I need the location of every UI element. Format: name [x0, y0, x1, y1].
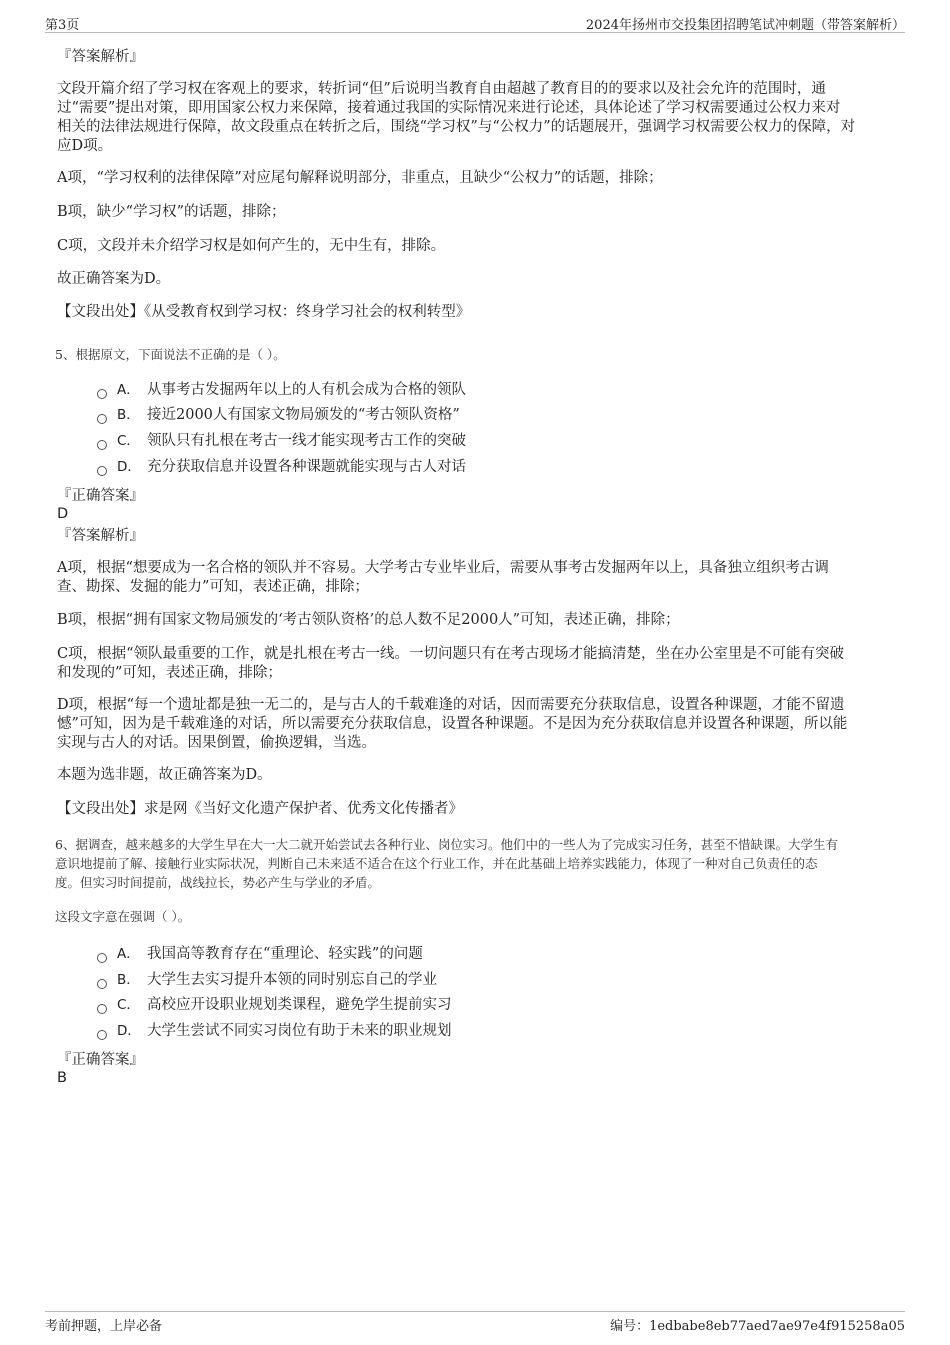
analysis-paragraph: 故正确答案为D。 — [57, 271, 171, 287]
option-a[interactable]: A． 我国高等教育存在“重理论、轻实践”的问题 — [97, 945, 423, 964]
page-header — [45, 12, 905, 33]
correct-answer-label: 『正确答案』 — [57, 488, 144, 504]
document-code: 编号：1edbabe8eb77aed7ae97e4f915258a05 — [610, 1319, 905, 1334]
radio-icon[interactable] — [97, 979, 107, 989]
analysis-paragraph: 文段开篇介绍了学习权在客观上的要求，转折词“但”后说明当教育自由超越了教育目的的要求以及社会允许的范围时，通 过“需要”提出对策，即用国家公权力来保障，接着通过我国的实际情况来进行论述，具体论述了学习权需要通过公权力来对 相关的法律法规进行保障，故文段重点在转折之后，围绕“学习权”与“公权力”的话题展开，强调学习权需要公权力的保障，对 应D项。 — [57, 81, 856, 154]
radio-icon[interactable] — [97, 466, 107, 476]
question-stem: 这段文字意在强调（ ）。 — [55, 909, 191, 924]
correct-answer: D — [57, 506, 69, 522]
question-passage: 6、据调查，越来越多的大学生早在大一大二就开始尝试去各种行业、岗位实习。他们中的一些人为了完成实习任务，甚至不惜缺课。大学生有 意识地提前了解、接触行业实际状况，判断自己未来适不适合在这个行业工作，并在此基础上培养实践能力，体现了一种对自己负责任的态 度。但实习时间提前，战线拉长，势必产生与学业的矛盾。 — [55, 837, 838, 890]
radio-icon[interactable] — [97, 1030, 107, 1040]
option-c[interactable]: C． 领队只有扎根在考古一线才能实现考古工作的突破 — [97, 432, 466, 451]
option-c[interactable]: C． 高校应开设职业规划类课程，避免学生提前实习 — [97, 996, 452, 1015]
option-a[interactable]: A． 从事考古发掘两年以上的人有机会成为合格的领队 — [97, 381, 466, 400]
option-b[interactable]: B． 接近2000人有国家文物局颁发的“考古领队资格” — [97, 406, 460, 425]
answer-analysis-label: 『答案解析』 — [57, 49, 144, 65]
correct-answer-label: 『正确答案』 — [57, 1052, 144, 1068]
analysis-paragraph: B项，缺少“学习权”的话题，排除； — [57, 204, 286, 220]
correct-answer: B — [57, 1070, 67, 1086]
radio-icon[interactable] — [97, 953, 107, 963]
analysis-paragraph: C项，文段并未介绍学习权是如何产生的，无中生有，排除。 — [57, 238, 446, 254]
page-number: 第3页 — [45, 18, 80, 33]
radio-icon[interactable] — [97, 1004, 107, 1014]
analysis-paragraph: D项，根据“每一个遗址都是独一无二的，是与古人的千载难逢的对话，因而需要充分获取信息，设置各种课题，才能不留遗 憾”可知，因为是千载难逢的对话，所以需要充分获取信息，设置各种课题。不是因为充分获取信息并设置各种课题，所以能 实现与古人的对话。因果倒置，偷换逻辑，当选。 — [57, 697, 848, 751]
passage-source: 【文段出处】求是网《当好文化遗产保护者、优秀文化传播者》 — [57, 801, 463, 817]
option-d[interactable]: D． 大学生尝试不同实习岗位有助于未来的职业规划 — [97, 1022, 452, 1041]
option-b[interactable]: B． 大学生去实习提升本领的同时别忘自己的学业 — [97, 971, 437, 990]
passage-source: 【文段出处】《从受教育权到学习权：终身学习社会的权利转型》 — [57, 304, 471, 320]
document-title: 2024年扬州市交投集团招聘笔试冲刺题（带答案解析） — [585, 18, 905, 33]
analysis-paragraph: A项，根据“想要成为一名合格的领队并不容易。大学考古专业毕业后，需要从事考古发掘两年以上，具备独立组织考古调 查、勘探、发掘的能力”可知，表述正确，排除； — [57, 560, 829, 595]
analysis-paragraph: C项，根据“领队最重要的工作，就是扎根在考古一线。一切问题只有在考古现场才能搞清楚，坐在办公室里是不可能有突破 和发现的”可知，表述正确，排除； — [57, 646, 845, 681]
question-stem: 5、根据原文，下面说法不正确的是（ ）。 — [55, 347, 286, 362]
answer-analysis-label: 『答案解析』 — [57, 528, 144, 544]
radio-icon[interactable] — [97, 389, 107, 399]
page-footer — [45, 1311, 905, 1336]
footer-slogan: 考前押题，上岸必备 — [45, 1319, 163, 1334]
analysis-paragraph: 本题为选非题，故正确答案为D。 — [57, 767, 272, 783]
analysis-paragraph: A项，“学习权利的法律保障”对应尾句解释说明部分，非重点，且缺少“公权力”的话题，排除； — [57, 170, 663, 186]
radio-icon[interactable] — [97, 414, 107, 424]
option-d[interactable]: D． 充分获取信息并设置各种课题就能实现与古人对话 — [97, 458, 466, 477]
analysis-paragraph: B项，根据“拥有国家文物局颁发的‘考古领队资格’的总人数不足2000人”可知，表述正确，排除； — [57, 612, 680, 628]
radio-icon[interactable] — [97, 440, 107, 450]
